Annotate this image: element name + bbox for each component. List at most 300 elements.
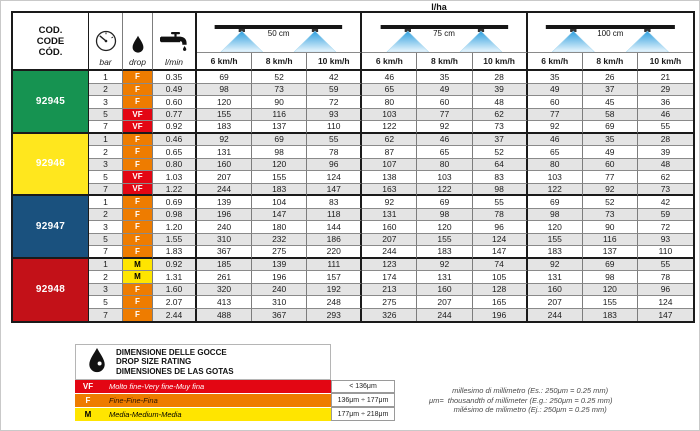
application-rate-value: 120 [528,221,583,234]
application-rate-value: 131 [528,271,583,284]
application-rate-value: 98 [473,184,528,197]
application-rate-value: 98 [528,209,583,222]
pressure-gauge-icon [94,29,118,55]
pressure-bar-value: 5 [89,109,123,122]
application-rate-value: 60 [528,96,583,109]
application-rate-value: 92 [197,134,252,147]
drop-class-badge: M [123,259,153,272]
application-rate-value: 73 [638,184,693,197]
application-rate-value: 60 [417,96,472,109]
application-rate-value: 261 [197,271,252,284]
drop-class-badge: VF [123,184,153,197]
flow-rate-value: 0.92 [153,259,197,272]
pressure-bar-value: 2 [89,146,123,159]
flow-rate-value: 0.35 [153,71,197,84]
drop-class-badge: F [123,134,153,147]
legend-drop-class-label: Fine-Fine-Fina [101,394,331,407]
drop-class-badge: F [123,84,153,97]
application-rate-value: 275 [252,246,307,259]
application-rate-value: 49 [528,84,583,97]
pressure-bar-value: 5 [89,171,123,184]
application-rate-value: 147 [638,309,693,322]
application-rate-value: 93 [638,234,693,247]
micron-note [429,386,613,415]
pressure-bar-value: 7 [89,184,123,197]
application-rate-value: 65 [528,146,583,159]
application-rate-value: 92 [417,259,472,272]
micron-note-line: milésimo de milimetro (Ej.: 250μm = 0.25 mm) [453,405,607,414]
application-rate-value: 147 [307,184,362,197]
application-rate-value: 98 [252,146,307,159]
drop-class-badge: F [123,71,153,84]
faucet-icon [160,32,188,55]
drop-class-badge: VF [123,109,153,122]
pressure-bar-value: 5 [89,234,123,247]
code-cell: 92948 [13,259,89,322]
drop-class-badge: F [123,309,153,322]
code-header-line: CÓD. [38,46,63,58]
application-rate-value: 131 [417,271,472,284]
application-rate-value: 83 [473,171,528,184]
application-rate-value: 92 [583,184,638,197]
speed-column-header: 10 km/h [307,53,362,71]
application-rate-value: 21 [638,71,693,84]
flow-column-header [153,13,197,71]
application-rate-value: 120 [252,159,307,172]
application-rate-value: 144 [307,221,362,234]
spacing-label: 100 cm [597,29,624,38]
application-rate-value: 96 [307,159,362,172]
application-rate-value: 96 [473,221,528,234]
pressure-bar-value: 5 [89,296,123,309]
application-rate-value: 39 [638,146,693,159]
application-rate-value: 107 [362,159,417,172]
application-rate-value: 183 [583,309,638,322]
flow-rate-value: 0.80 [153,159,197,172]
application-rate-value: 52 [583,196,638,209]
flow-rate-value: 1.83 [153,246,197,259]
application-rate-value: 180 [252,221,307,234]
application-rate-value: 74 [473,259,528,272]
application-rate-value: 59 [307,84,362,97]
application-rate-value: 62 [362,134,417,147]
application-rate-value: 69 [417,196,472,209]
pressure-bar-value: 2 [89,84,123,97]
application-rate-value: 131 [197,146,252,159]
application-rate-value: 87 [362,146,417,159]
application-rate-value: 244 [528,309,583,322]
application-rate-value: 213 [362,284,417,297]
application-rate-value: 77 [583,171,638,184]
flow-rate-value: 1.22 [153,184,197,197]
drop-class-badge: F [123,159,153,172]
application-rate-value: 104 [252,196,307,209]
application-rate-value: 92 [417,121,472,134]
application-rate-value: 62 [473,109,528,122]
flow-rate-value: 0.60 [153,96,197,109]
pressure-column-header [89,13,123,71]
application-rate-value: 139 [252,259,307,272]
drop-class-badge: F [123,221,153,234]
micron-note-prefix: μm= [429,395,444,405]
application-rate-value: 28 [473,71,528,84]
application-rate-value: 160 [362,221,417,234]
flow-rate-value: 0.49 [153,84,197,97]
flow-rate-value: 0.77 [153,109,197,122]
application-rate-value: 244 [417,309,472,322]
application-rate-value: 196 [473,309,528,322]
application-rate-value: 49 [583,146,638,159]
flow-rate-value: 0.98 [153,209,197,222]
application-rate-value: 52 [473,146,528,159]
application-rate-value: 73 [473,121,528,134]
application-rate-value: 42 [638,196,693,209]
application-rate-value: 240 [252,284,307,297]
legend-size-range: < 136μm [331,380,395,393]
application-rate-value: 110 [307,121,362,134]
application-rate-value: 124 [473,234,528,247]
application-rate-value: 139 [197,196,252,209]
pressure-bar-value: 3 [89,159,123,172]
flow-rate-value: 1.31 [153,271,197,284]
pressure-bar-value: 1 [89,259,123,272]
application-rate-value: 92 [528,259,583,272]
application-rate-value: 131 [362,209,417,222]
legend-title-line: DIMENSIONE DELLE GOCCE [116,347,227,357]
application-rate-value: 59 [638,209,693,222]
pressure-bar-value: 1 [89,71,123,84]
legend-title-line: DROP SIZE RATING [116,357,192,367]
application-rate-value: 73 [583,209,638,222]
speed-column-header: 6 km/h [362,53,417,71]
application-rate-value: 120 [417,221,472,234]
micron-note-line: millesimo di millimetro (Es.: 250μm = 0.25 mm) [452,386,609,395]
application-rate-value: 160 [197,159,252,172]
application-rate-value: 55 [473,196,528,209]
speed-column-header: 10 km/h [638,53,693,71]
pressure-bar-value: 3 [89,96,123,109]
application-rate-value: 80 [417,159,472,172]
application-rate-value: 174 [362,271,417,284]
application-rate-value: 111 [307,259,362,272]
application-rate-value: 155 [583,296,638,309]
application-rate-value: 147 [252,209,307,222]
application-rate-value: 96 [638,284,693,297]
application-rate-value: 155 [528,234,583,247]
lha-section-label: l/ha [431,2,447,12]
flow-rate-value: 2.44 [153,309,197,322]
application-rate-value: 122 [417,184,472,197]
application-rate-value: 293 [307,309,362,322]
drop-class-badge: F [123,146,153,159]
application-rate-value: 73 [252,84,307,97]
speed-column-header: 8 km/h [417,53,472,71]
application-rate-value: 64 [473,159,528,172]
legend-size-range: 177μm ÷ 218μm [331,407,395,421]
application-rate-value: 183 [197,121,252,134]
application-rate-value: 69 [583,121,638,134]
application-rate-value: 123 [362,259,417,272]
application-rate-value: 120 [197,96,252,109]
application-rate-value: 65 [362,84,417,97]
drop-class-badge: VF [123,121,153,134]
application-rate-value: 124 [307,171,362,184]
application-rate-value: 207 [197,171,252,184]
application-rate-value: 78 [307,146,362,159]
application-rate-value: 310 [197,234,252,247]
legend-rows [75,380,395,421]
application-rate-value: 192 [307,284,362,297]
application-rate-value: 220 [307,246,362,259]
nozzle-rate-table [11,11,695,323]
flow-rate-value: 2.07 [153,296,197,309]
legend-drop-class-key: VF [75,380,101,393]
pressure-bar-value: 1 [89,196,123,209]
application-rate-value: 413 [197,296,252,309]
application-rate-value: 46 [417,134,472,147]
legend-row [75,394,395,407]
application-rate-value: 320 [197,284,252,297]
application-rate-value: 39 [473,84,528,97]
application-rate-value: 155 [197,109,252,122]
legend-header [75,344,331,380]
application-rate-value: 69 [528,196,583,209]
pressure-bar-value: 1 [89,134,123,147]
application-rate-value: 80 [528,159,583,172]
application-rate-value: 244 [362,246,417,259]
application-rate-value: 78 [638,271,693,284]
application-rate-value: 55 [638,259,693,272]
application-rate-value: 35 [417,71,472,84]
application-rate-value: 62 [638,171,693,184]
application-rate-value: 45 [583,96,638,109]
application-rate-value: 163 [362,184,417,197]
legend-drop-icon [87,347,107,378]
legend-drop-class-label: Media-Medium-Media [101,408,331,421]
pressure-unit-label: bar [99,57,112,67]
application-rate-value: 183 [528,246,583,259]
application-rate-value: 116 [252,109,307,122]
application-rate-value: 232 [252,234,307,247]
drop-class-badge: M [123,271,153,284]
application-rate-value: 42 [307,71,362,84]
application-rate-value: 90 [252,96,307,109]
application-rate-value: 326 [362,309,417,322]
pressure-bar-value: 2 [89,209,123,222]
application-rate-value: 128 [473,284,528,297]
flow-rate-value: 1.20 [153,221,197,234]
application-rate-value: 69 [583,259,638,272]
drop-column-header [123,13,153,71]
application-rate-value: 207 [362,234,417,247]
legend-row [75,408,395,421]
application-rate-value: 55 [638,121,693,134]
spacing-group-header [197,13,362,53]
application-rate-value: 72 [638,221,693,234]
application-rate-value: 244 [197,184,252,197]
drop-class-badge: F [123,246,153,259]
application-rate-value: 48 [473,96,528,109]
application-rate-value: 157 [307,271,362,284]
legend-drop-class-key: F [75,394,101,407]
application-rate-value: 69 [197,71,252,84]
application-rate-value: 29 [638,84,693,97]
legend-row [75,380,395,393]
drop-class-badge: F [123,209,153,222]
application-rate-value: 103 [417,171,472,184]
pressure-bar-value: 7 [89,121,123,134]
application-rate-value: 65 [417,146,472,159]
application-rate-value: 92 [528,121,583,134]
application-rate-value: 367 [252,309,307,322]
drop-class-badge: F [123,96,153,109]
code-header-line: CODE [36,35,65,47]
application-rate-value: 105 [473,271,528,284]
application-rate-value: 98 [417,209,472,222]
speed-column-header: 10 km/h [473,53,528,71]
speed-column-header: 6 km/h [528,53,583,71]
application-rate-value: 103 [528,171,583,184]
application-rate-value: 52 [252,71,307,84]
flow-rate-value: 1.55 [153,234,197,247]
code-cell: 92945 [13,71,89,134]
application-rate-value: 122 [528,184,583,197]
speed-column-header: 8 km/h [583,53,638,71]
speed-column-header: 6 km/h [197,53,252,71]
application-rate-value: 138 [362,171,417,184]
application-rate-value: 240 [197,221,252,234]
application-rate-value: 147 [473,246,528,259]
drop-unit-label: drop [128,57,146,67]
application-rate-value: 49 [417,84,472,97]
application-rate-value: 120 [583,284,638,297]
drop-class-badge: F [123,234,153,247]
application-rate-value: 46 [528,134,583,147]
application-rate-value: 103 [362,109,417,122]
application-rate-value: 90 [583,221,638,234]
application-rate-value: 35 [528,71,583,84]
spacing-label: 75 cm [433,29,455,38]
legend-drop-class-label: Molto fine-Very fine-Muy fina [101,380,331,393]
application-rate-value: 77 [417,109,472,122]
application-rate-value: 46 [638,109,693,122]
application-rate-value: 118 [307,209,362,222]
application-rate-value: 72 [307,96,362,109]
pressure-bar-value: 7 [89,246,123,259]
micron-note-lines [448,386,613,415]
application-rate-value: 37 [583,84,638,97]
application-rate-value: 275 [362,296,417,309]
application-rate-value: 207 [528,296,583,309]
application-rate-value: 55 [307,134,362,147]
pressure-bar-value: 7 [89,309,123,322]
legend-size-range: 136μm ÷ 177μm [331,393,395,407]
flow-rate-value: 1.60 [153,284,197,297]
application-rate-value: 488 [197,309,252,322]
application-rate-value: 37 [473,134,528,147]
application-rate-value: 196 [252,271,307,284]
application-rate-value: 83 [307,196,362,209]
application-rate-value: 77 [528,109,583,122]
application-rate-value: 80 [362,96,417,109]
application-rate-value: 69 [252,134,307,147]
flow-rate-value: 0.46 [153,134,197,147]
flow-rate-value: 0.69 [153,196,197,209]
application-rate-value: 36 [638,96,693,109]
application-rate-value: 310 [252,296,307,309]
application-rate-value: 248 [307,296,362,309]
application-rate-value: 48 [638,159,693,172]
drop-class-badge: F [123,284,153,297]
legend-drop-class-key: M [75,408,101,421]
drop-size-legend [75,344,395,421]
application-rate-value: 26 [583,71,638,84]
code-header-line: COD. [38,24,63,36]
application-rate-value: 165 [473,296,528,309]
spacing-label: 50 cm [267,29,290,38]
application-rate-value: 78 [473,209,528,222]
flow-rate-value: 0.92 [153,121,197,134]
code-cell: 92947 [13,196,89,259]
drop-class-badge: F [123,196,153,209]
application-rate-value: 92 [362,196,417,209]
application-rate-value: 137 [252,121,307,134]
application-rate-value: 137 [583,246,638,259]
application-rate-value: 60 [583,159,638,172]
pressure-bar-value: 3 [89,221,123,234]
application-rate-value: 155 [417,234,472,247]
legend-title [116,348,234,377]
application-rate-value: 183 [252,184,307,197]
application-rate-value: 98 [583,271,638,284]
application-rate-value: 207 [417,296,472,309]
spacing-group-header [362,13,527,53]
spacing-group-header [528,13,693,53]
flow-unit-label: l/min [165,57,183,67]
application-rate-value: 122 [362,121,417,134]
application-rate-value: 160 [417,284,472,297]
application-rate-value: 110 [638,246,693,259]
application-rate-value: 367 [197,246,252,259]
application-rate-value: 160 [528,284,583,297]
speed-column-header: 8 km/h [252,53,307,71]
flow-rate-value: 1.03 [153,171,197,184]
application-rate-value: 155 [252,171,307,184]
application-rate-value: 93 [307,109,362,122]
pressure-bar-value: 3 [89,284,123,297]
application-rate-value: 35 [583,134,638,147]
micron-note-line: thousandth of millimeter (E.g.: 250μm = 0.25 mm) [447,395,613,405]
drop-icon [131,35,145,55]
application-rate-value: 28 [638,134,693,147]
code-cell: 92946 [13,134,89,197]
application-rate-value: 46 [362,71,417,84]
application-rate-value: 58 [583,109,638,122]
legend-title-line: DIMENSIONES DE LAS GOTAS [116,366,234,376]
drop-class-badge: F [123,296,153,309]
code-column-header [13,13,89,71]
pressure-bar-value: 2 [89,271,123,284]
flow-rate-value: 0.65 [153,146,197,159]
application-rate-value: 186 [307,234,362,247]
drop-class-badge: VF [123,171,153,184]
application-rate-value: 116 [583,234,638,247]
application-rate-value: 196 [197,209,252,222]
application-rate-value: 124 [638,296,693,309]
application-rate-value: 98 [197,84,252,97]
application-rate-value: 183 [417,246,472,259]
application-rate-value: 185 [197,259,252,272]
